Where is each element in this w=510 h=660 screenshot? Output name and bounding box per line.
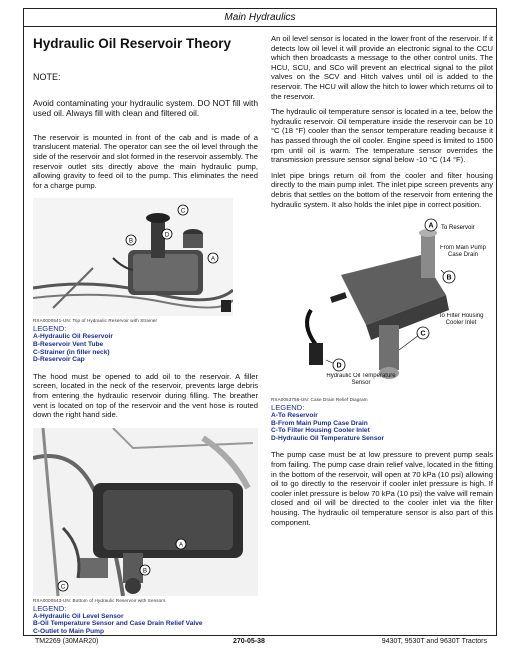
figure3-legend-item: A-To Reservoir bbox=[271, 412, 318, 420]
figure2-legend-item: B-Oil Temperature Sensor and Case Drain Relief Valve bbox=[33, 620, 203, 628]
level-sensor-paragraph: An oil level sensor is located in the lower front of the reservoir. If it detects low oil level it will provide an electronic signal to the CCU which then broadcasts a message to the other control units. The HCU, SCU, and SCo will prevent an electrical signal to the pilot valves on the SCV and Hitch valves until oil is added to the reservoir. The HCU will allow the hitch to lower which returns oil to the reservoir. bbox=[271, 34, 493, 101]
callout-a bbox=[208, 253, 218, 263]
svg-text:D: D bbox=[336, 362, 342, 370]
figure3-legend-item: B-From Main Pump Case Drain bbox=[271, 419, 368, 427]
figure1-legend-title: LEGEND: bbox=[33, 324, 67, 334]
figure3-legend-item: D-Hydraulic Oil Temperature Sensor bbox=[271, 434, 385, 442]
figure-case-drain bbox=[271, 215, 493, 395]
callout-a bbox=[176, 539, 186, 549]
figure1-legend-item: B-Reservoir Vent Tube bbox=[33, 340, 104, 348]
figure3-legend-title: LEGEND: bbox=[271, 403, 305, 413]
note-text: Avoid contaminating your hydraulic system. DO NOT fill with used oil. Always fill with clean and filtered oil. bbox=[33, 98, 258, 119]
footer-page-number: 270-05-38 bbox=[233, 638, 265, 645]
footer-models: 9430T, 9530T and 9630T Tractors bbox=[381, 638, 487, 645]
callout-c bbox=[178, 205, 188, 215]
callout-d bbox=[333, 359, 345, 371]
label-from-main-pump-case-drain: From Main Pump Case Drain bbox=[439, 245, 486, 259]
svg-text:A: A bbox=[210, 256, 216, 263]
case-drain-paragraph: The pump case must be at low pressure to prevent pump seals from failing. The pump case drain relief valve, located in the fitting in the bottom of the reservoir, will open at 70 kPa (10 psi) allowing oil to go directly to the reservoir if cooler inlet pressure is high. If cooler inlet pressure is below 70 kPa (10 psi) the valve will remain closed and oil will be directed to the cooler inlet via the filter housing. The hydraulic oil temperature sensor is also part of this component. bbox=[271, 450, 493, 527]
reservoir-top-illustration bbox=[33, 198, 233, 316]
page-frame bbox=[23, 8, 497, 636]
figure1-legend-item: D-Reservoir Cap bbox=[33, 356, 85, 364]
temperature-sensor-paragraph: The hydraulic oil temperature sensor is located in a tee, below the hydraulic reservoir. Oil temperature inside the reservoir can be 10 °C (18 °F) cooler than the sensor temperature reading because it has passed through the oil cooler. Engine speed is limited to 1500 rpm until oil is warm. The temperature sensor overrides the transmission pressure sensor signal below -10 °C (14 °F). bbox=[271, 107, 493, 165]
label-hydraulic-oil-temperature-sensor: Hydraulic Oil Temperature Sensor bbox=[326, 373, 396, 387]
figure3-caption: RXA0053758-UN: Case Drain Relief Diagram bbox=[271, 397, 368, 403]
figure1-legend-item: A-Hydraulic Oil Reservoir bbox=[33, 333, 113, 341]
svg-text:B: B bbox=[142, 568, 148, 575]
label-to-filter-housing-cooler-inlet: To Filter Housing Cooler Inlet bbox=[438, 313, 484, 327]
callout-a bbox=[425, 219, 437, 231]
note-label: NOTE: bbox=[33, 72, 61, 82]
figure2-legend-title: LEGEND: bbox=[33, 603, 67, 613]
svg-text:D: D bbox=[164, 232, 170, 239]
label-to-reservoir: To Reservoir bbox=[441, 225, 475, 232]
callout-b bbox=[126, 235, 136, 245]
figure3-legend-item: C-To Filter Housing Cooler Inlet bbox=[271, 427, 370, 435]
svg-text:B: B bbox=[446, 274, 452, 282]
left-column bbox=[33, 36, 258, 636]
callout-d bbox=[162, 229, 172, 239]
callout-b bbox=[443, 271, 455, 283]
right-column bbox=[271, 34, 493, 533]
svg-text:C: C bbox=[180, 208, 186, 215]
page-title: Hydraulic Oil Reservoir Theory bbox=[33, 36, 232, 51]
filler-paragraph: The hood must be opened to add oil to the reservoir. A filler screen, located in the neck of the reservoir, prevents large debris from entering the hydraulic reservoir during filling. The breather vent is located on top of the reservoir and the vent hose is routed down the right hand side. bbox=[33, 371, 258, 420]
figure1-caption: RXA0000541-UN: Top of Hydraulic Reservoir with Strainer bbox=[33, 318, 158, 324]
inlet-pipe-paragraph: Inlet pipe brings return oil from the cooler and filter housing directly to the main pump inlet. The inlet pipe screen prevents any debris that settles on the bottom of the reservoir from entering the hydraulic system. It also holds the inlet pipe in correct position. bbox=[271, 170, 493, 209]
svg-text:A: A bbox=[178, 542, 184, 549]
case-drain-illustration bbox=[271, 215, 493, 395]
figure-reservoir-bottom bbox=[33, 428, 258, 596]
figure2-caption: RXA0000543-UN: Bottom of Hydraulic Reservoir with Sensors bbox=[33, 597, 166, 603]
svg-text:B: B bbox=[128, 238, 134, 245]
reservoir-paragraph: The reservoir is mounted in front of the cab and is made of a translucent material. The operator can see the oil level through the side of the reservoir and slot formed in the reservoir assembly. The reservoir outlet sits directly above the main hydraulic pump, allowing gravity to feed oil to the pump. This eliminates the need for a charge pump. bbox=[33, 132, 258, 190]
figure-reservoir-top bbox=[33, 198, 233, 316]
callout-c bbox=[58, 581, 68, 591]
svg-text:C: C bbox=[60, 584, 66, 591]
reservoir-bottom-illustration bbox=[33, 428, 258, 596]
figure2-legend-item: C-Outlet to Main Pump bbox=[33, 627, 105, 635]
svg-text:C: C bbox=[420, 330, 426, 338]
section-header: Main Hydraulics bbox=[24, 9, 496, 27]
footer-doc-id: TM2269 (30MAR20) bbox=[35, 638, 99, 645]
figure1-legend-item: C-Strainer (in filler neck) bbox=[33, 348, 110, 356]
callout-c bbox=[417, 327, 429, 339]
svg-text:A: A bbox=[428, 222, 434, 230]
figure2-legend-item: A-Hydraulic Oil Level Sensor bbox=[33, 612, 124, 620]
callout-b bbox=[140, 565, 150, 575]
